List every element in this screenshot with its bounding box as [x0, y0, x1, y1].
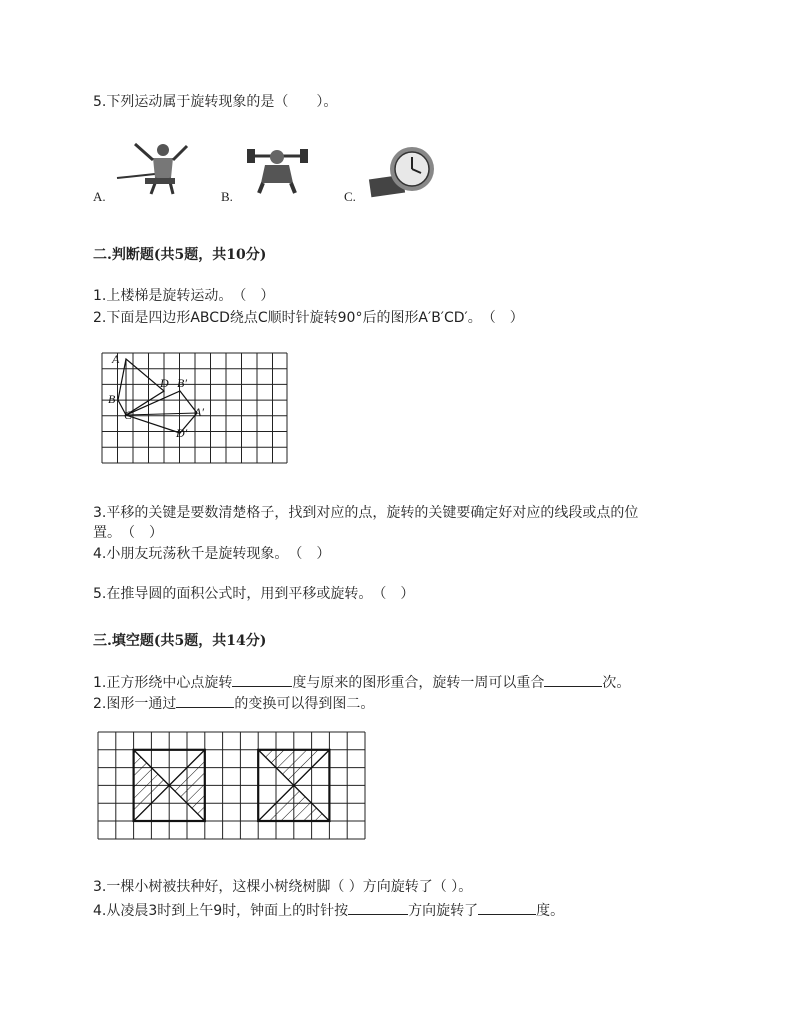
judge-question-3-line-1: 3.平移的关键是要数清楚格子，找到对应的点，旋转的关键要确定好对应的线段或点的位 [93, 505, 639, 521]
fill-question-2-part-b: 的变换可以得到图二。 [234, 696, 375, 712]
judge-question-2: 2.下面是四边形ABCD绕点C顺时针旋转90°后的图形A′B′CD′。 （ ） [93, 310, 524, 326]
judge-question-4: 4.小朋友玩荡秋千是旋转现象。 （ ） [93, 546, 331, 562]
fill-question-4-part-c: 度。 [536, 903, 565, 919]
section-3-heading: 三.填空题(共5题，共14分) [93, 633, 267, 649]
option-c-label: C. [344, 189, 356, 204]
section-2-heading: 二.判断题(共5题，共10分) [93, 247, 267, 263]
rotation-grid-figure [102, 353, 288, 464]
athlete-icon [115, 138, 190, 196]
answer-blank[interactable] [478, 900, 536, 915]
option-a-label: A. [93, 189, 106, 204]
answer-blank[interactable] [232, 672, 292, 687]
label-a: A [112, 352, 120, 366]
judge-question-1: 1.上楼梯是旋转运动。 （ ） [93, 288, 275, 304]
fill-question-4 [93, 900, 564, 921]
answer-blank[interactable] [348, 900, 408, 915]
label-d: D [160, 376, 169, 390]
clock-icon [368, 143, 438, 201]
weightlifter-icon [245, 143, 310, 195]
fill-question-4-part-a: 4.从凌晨3时到上午9时，钟面上的时针按 [93, 903, 349, 919]
fill-question-4-part-b: 方向旋转了 [408, 903, 479, 919]
judge-question-3-line-2: 置。 （ ） [93, 525, 163, 541]
label-a-prime: A′ [194, 405, 204, 419]
judge-question-5: 5.在推导圆的面积公式时，用到平移或旋转。 （ ） [93, 586, 415, 602]
fill-question-1-part-c: 次。 [602, 675, 631, 691]
label-b-prime: B′ [177, 376, 187, 390]
fill-question-1 [93, 672, 630, 693]
fill-question-2-part-a: 2.图形一通过 [93, 696, 177, 712]
fill-question-3: 3.一棵小树被扶种好，这棵小树绕树脚（ ）方向旋转了（ ）。 [93, 879, 473, 895]
question-5-text: 5.下列运动属于旋转现象的是（ ）。 [93, 94, 338, 110]
answer-blank[interactable] [544, 672, 602, 687]
label-b: B [108, 392, 116, 406]
answer-blank[interactable] [176, 693, 234, 708]
fill-question-1-part-b: 度与原来的图形重合，旋转一周可以重合 [292, 675, 545, 691]
label-d-prime: D′ [176, 426, 188, 440]
fill-question-1-part-a: 1.正方形绕中心点旋转 [93, 675, 233, 691]
fill-question-2 [93, 693, 374, 714]
label-c: C [124, 408, 133, 422]
option-b-label: B. [221, 189, 233, 204]
transformation-grid-figure [98, 732, 368, 840]
quadrilateral-abcd [118, 359, 164, 415]
